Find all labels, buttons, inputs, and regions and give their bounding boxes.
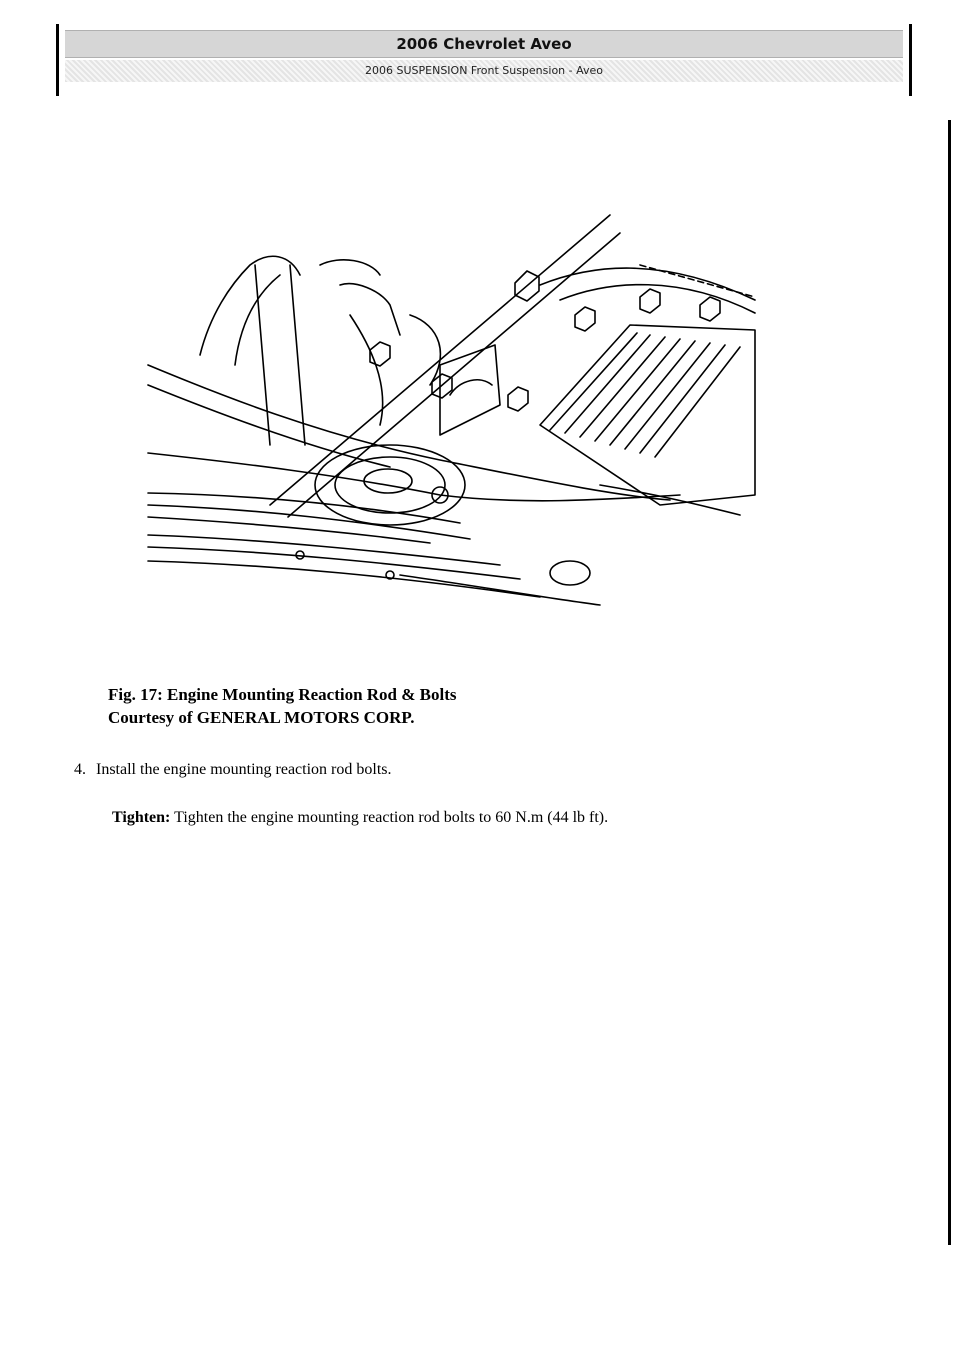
torque-spec — [112, 808, 608, 828]
step-number: 4. — [74, 761, 86, 778]
figure-caption-title: Fig. 17: Engine Mounting Reaction Rod & Bolts — [108, 685, 457, 704]
engine-mount-illustration — [140, 205, 760, 615]
torque-spec-label: Tighten: — [112, 809, 171, 826]
step-text: Install the engine mounting reaction rod bolts. — [96, 761, 392, 778]
document-subtitle: 2006 SUSPENSION Front Suspension - Aveo — [65, 60, 903, 82]
page-border-right — [948, 120, 951, 1245]
figure-caption-courtesy: Courtesy of GENERAL MOTORS CORP. — [108, 708, 415, 727]
procedure-step — [74, 760, 392, 780]
torque-spec-text: Tighten the engine mounting reaction rod bolts to 60 N.m (44 lb ft). — [174, 809, 609, 826]
document-title: 2006 Chevrolet Aveo — [65, 30, 903, 58]
page-header — [56, 24, 912, 96]
figure-caption — [108, 683, 457, 729]
